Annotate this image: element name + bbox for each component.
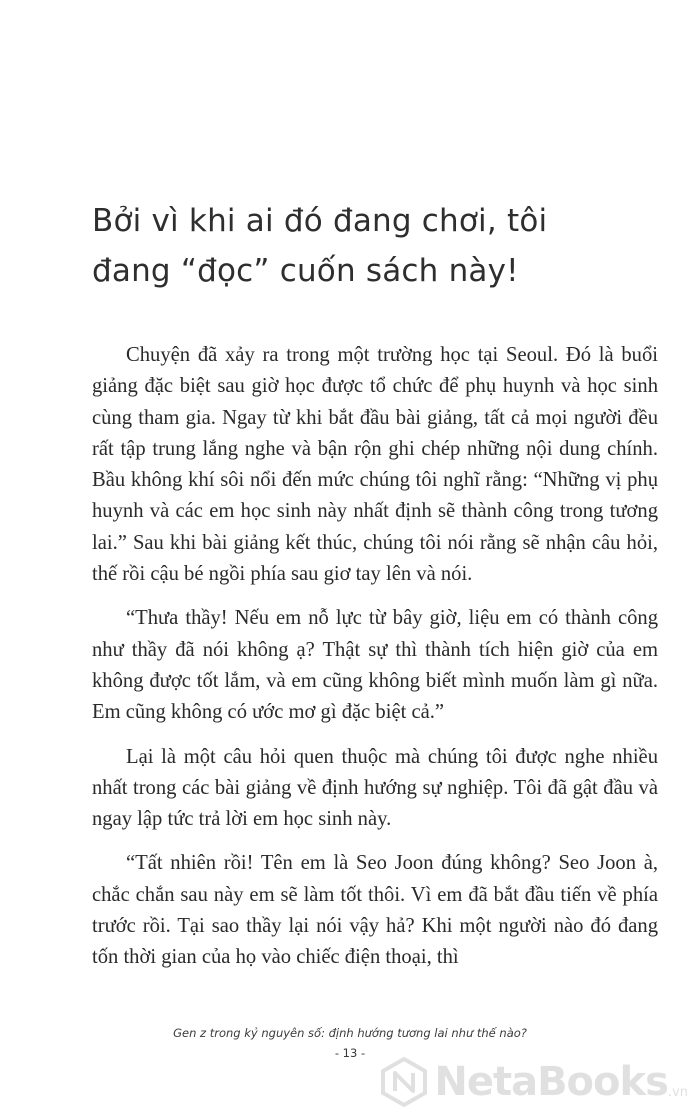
chapter-title	[92, 196, 652, 296]
netabooks-logo-icon	[378, 1056, 430, 1108]
chapter-title-line-1: Bởi vì khi ai đó đang chơi, tôi	[92, 203, 548, 239]
running-title: Gen z trong kỷ nguyên số: định hướng tương lai như thế nào?	[173, 1026, 527, 1040]
watermark-brand: NetaBooks	[434, 1059, 668, 1105]
paragraph-2: “Thưa thầy! Nếu em nỗ lực từ bây giờ, liệu em có thành công như thầy đã nói không ạ? Thật sự thì thành tích hiện giờ của em không được tốt lắm, và em cũng không biết mình muốn làm gì nữa. Em cũng không có ước mơ gì đặc biệt cả.”	[92, 607, 658, 724]
page-number: - 13 -	[334, 1046, 366, 1060]
paragraph-3: Lại là một câu hỏi quen thuộc mà chúng tôi được nghe nhiều nhất trong các bài giảng về định hướng sự nghiệp. Tôi đã gật đầu và ngay lập tức trả lời em học sinh này.	[92, 745, 658, 831]
watermark-suffix: .vn	[667, 1085, 688, 1100]
chapter-title-line-2: đang “đọc” cuốn sách này!	[92, 253, 519, 289]
watermark	[378, 1056, 688, 1108]
paragraph-1: Chuyện đã xảy ra trong một trường học tại Seoul. Đó là buổi giảng đặc biệt sau giờ học được tổ chức để phụ huynh và học sinh cùng tham gia. Ngay từ khi bắt đầu bài giảng, tất cả mọi người đều rất tập trung lắng nghe và bận rộn ghi chép những nội dung chính. Bầu không khí sôi nổi đến mức chúng tôi nghĩ rằng: “Những vị phụ huynh và các em học sinh này nhất định sẽ thành công trong tương lai.” Sau khi bài giảng kết thúc, chúng tôi nói rằng sẽ nhận câu hỏi, thế rồi cậu bé ngồi phía sau giơ tay lên và nói.	[92, 344, 658, 586]
body-text	[92, 340, 658, 987]
paragraph-4: “Tất nhiên rồi! Tên em là Seo Joon đúng không? Seo Joon à, chắc chắn sau này em sẽ làm tốt thôi. Vì em đã bắt đầu tiến về phía trước rồi. Tại sao thầy lại nói vậy hả? Khi một người nào đó đang tốn thời gian của họ vào chiếc điện thoại, thì	[92, 852, 658, 969]
